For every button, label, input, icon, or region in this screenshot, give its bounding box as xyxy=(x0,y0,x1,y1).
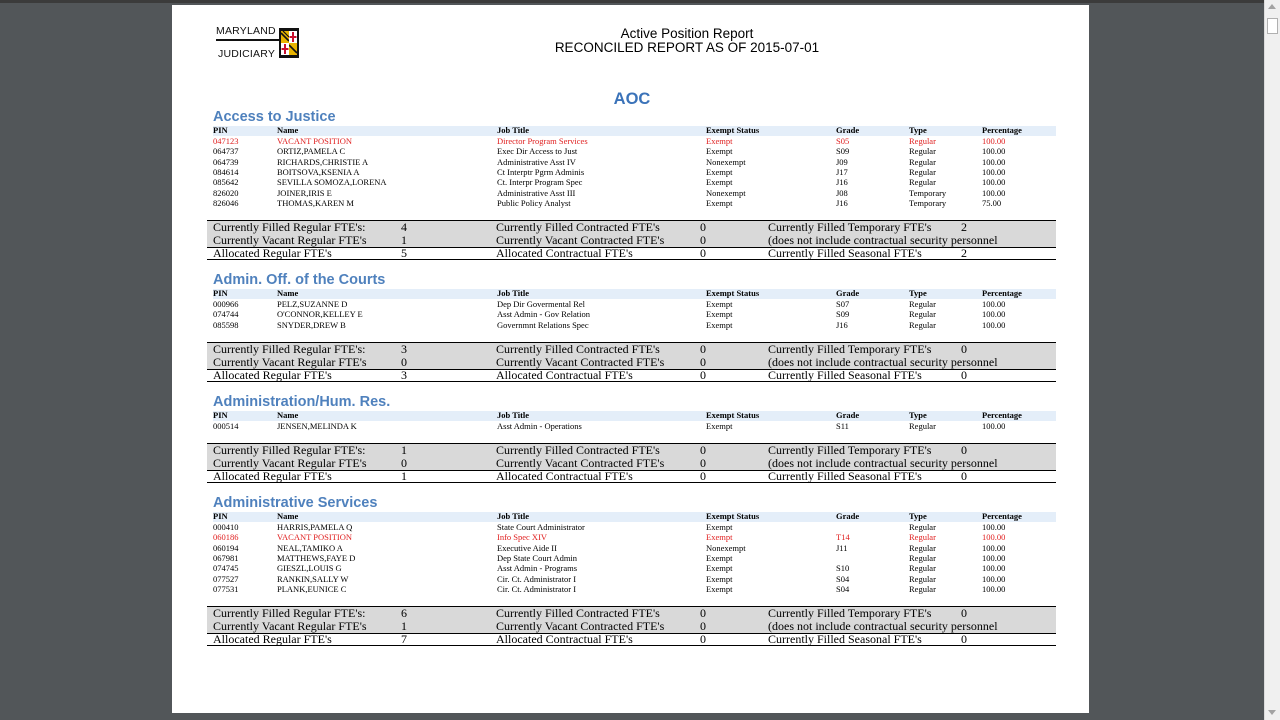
report-subtitle: RECONCILED REPORT AS OF 2015-07-01 xyxy=(554,40,820,55)
summary-value: 0 xyxy=(961,631,967,646)
cell-type: Regular xyxy=(909,542,936,553)
cell-exempt: Exempt xyxy=(706,309,733,320)
cell-name: RICHARDS,CHRISTIE A xyxy=(277,156,369,167)
cell-name: SNYDER,DREW B xyxy=(277,319,346,330)
summary-value: 0 xyxy=(700,367,706,382)
cell-pin: 826020 xyxy=(213,187,239,198)
maryland-flag-icon xyxy=(279,28,299,58)
section-title: Administrative Services xyxy=(213,495,378,511)
cell-pct: 100.00 xyxy=(982,177,1006,188)
logo-line-1: MARYLAND xyxy=(216,25,276,37)
summary-label: Currently Filled Regular FTE's: xyxy=(213,605,366,620)
summary-label: Currently Filled Seasonal FTE's xyxy=(768,468,922,483)
cell-pin: 000410 xyxy=(213,522,239,532)
table-row xyxy=(213,167,1056,177)
cell-pct: 100.00 xyxy=(982,542,1006,553)
cell-grade: J16 xyxy=(836,319,848,330)
cell-exempt: Exempt xyxy=(706,299,733,309)
column-header-name: Name xyxy=(277,125,299,135)
table-row xyxy=(213,188,1056,198)
column-header-row xyxy=(213,289,1056,299)
cell-type: Regular xyxy=(909,421,936,431)
summary-label: Currently Filled Contracted FTE's xyxy=(496,219,660,234)
summary-label: Currently Filled Temporary FTE's xyxy=(768,605,932,620)
summary-label: Currently Vacant Contracted FTE's xyxy=(496,354,665,369)
cell-name: PLANK,EUNICE C xyxy=(277,584,347,595)
summary-value: 1 xyxy=(401,618,407,633)
summary-value: 0 xyxy=(700,631,706,646)
cell-type: Regular xyxy=(909,136,936,146)
summary-value: 4 xyxy=(401,219,407,234)
cell-pct: 100.00 xyxy=(982,573,1006,584)
summary-label: Allocated Regular FTE's xyxy=(213,367,332,382)
cell-grade: J17 xyxy=(836,167,848,178)
summary-value: 2 xyxy=(961,245,967,260)
column-header-exempt: Exempt Status xyxy=(706,410,760,420)
cell-exempt: Exempt xyxy=(706,421,733,431)
cell-name: O'CONNOR,KELLEY E xyxy=(277,309,363,320)
summary-value: 1 xyxy=(401,442,407,457)
cell-grade: S07 xyxy=(836,299,850,309)
table-row xyxy=(213,146,1056,156)
cell-pct: 100.00 xyxy=(982,532,1006,543)
table-row xyxy=(213,543,1056,553)
column-header-type: Type xyxy=(909,125,927,135)
organization-heading: AOC xyxy=(613,90,651,108)
table-row xyxy=(213,421,1056,431)
cell-exempt: Exempt xyxy=(706,522,733,532)
cell-pct: 75.00 xyxy=(982,198,1002,209)
cell-pct: 100.00 xyxy=(982,319,1006,330)
scrollbar-thumb[interactable] xyxy=(1267,18,1278,34)
summary-value: 0 xyxy=(401,455,407,470)
cell-exempt: Nonexempt xyxy=(706,156,746,167)
cell-type: Temporary xyxy=(909,187,947,198)
cell-pct: 100.00 xyxy=(982,156,1006,167)
summary-label: Currently Filled Temporary FTE's xyxy=(768,219,932,234)
cell-name: NEAL,TAMIKO A xyxy=(277,542,343,553)
summary-value: 6 xyxy=(401,605,407,620)
cell-exempt: Nonexempt xyxy=(706,187,746,198)
cell-job: Cir. Ct. Administrator I xyxy=(497,573,577,584)
cell-type: Regular xyxy=(909,309,936,320)
cell-type: Regular xyxy=(909,146,936,157)
column-header-type: Type xyxy=(909,288,927,298)
column-header-name: Name xyxy=(277,410,299,420)
cell-pin: 074745 xyxy=(213,563,239,574)
table-row xyxy=(213,574,1056,584)
cell-job: State Court Administrator xyxy=(497,522,585,532)
summary-label: (does not include contractual security personnel xyxy=(768,354,998,369)
summary-value: 0 xyxy=(700,442,706,457)
cell-pct: 100.00 xyxy=(982,187,1006,198)
summary-value: 0 xyxy=(961,442,967,457)
cell-pin: 077527 xyxy=(213,573,239,584)
column-header-pin: PIN xyxy=(213,125,228,135)
cell-job: Governmnt Relations Spec xyxy=(497,319,589,330)
cell-pct: 100.00 xyxy=(982,136,1006,146)
cell-pct: 100.00 xyxy=(982,167,1006,178)
cell-job: Ct Interptr Pgrm Adminis xyxy=(497,167,585,178)
summary-label: Currently Filled Seasonal FTE's xyxy=(768,245,922,260)
column-header-job: Job Title xyxy=(497,410,530,420)
cell-name: SEVILLA SOMOZA,LORENA xyxy=(277,177,387,188)
cell-exempt: Nonexempt xyxy=(706,542,746,553)
summary-label: Allocated Contractual FTE's xyxy=(496,468,633,483)
summary-label: Currently Filled Contracted FTE's xyxy=(496,605,660,620)
cell-name: JOINER,IRIS E xyxy=(277,187,332,198)
cell-pct: 100.00 xyxy=(982,421,1006,431)
table-row xyxy=(213,584,1056,594)
cell-pin: 064739 xyxy=(213,156,239,167)
cell-name: HARRIS,PAMELA Q xyxy=(277,522,353,532)
summary-value: 0 xyxy=(961,468,967,483)
cell-type: Regular xyxy=(909,177,936,188)
section-title: Admin. Off. of the Courts xyxy=(213,272,386,288)
summary-value: 3 xyxy=(401,367,407,382)
cell-grade: S10 xyxy=(836,563,850,574)
summary-label: Currently Vacant Contracted FTE's xyxy=(496,232,665,247)
cell-pct: 100.00 xyxy=(982,299,1006,309)
maryland-judiciary-logo xyxy=(216,25,302,65)
cell-pct: 100.00 xyxy=(982,563,1006,574)
cell-pin: 064737 xyxy=(213,146,239,157)
cell-exempt: Exempt xyxy=(706,198,733,209)
cell-grade: S09 xyxy=(836,146,850,157)
cell-job: Dep Dir Govermental Rel xyxy=(497,299,586,309)
summary-label: Currently Filled Seasonal FTE's xyxy=(768,631,922,646)
summary-label: Currently Vacant Regular FTE's xyxy=(213,455,367,470)
summary-value: 7 xyxy=(401,631,407,646)
section-title: Access to Justice xyxy=(213,109,336,125)
cell-job: Asst Admin - Programs xyxy=(497,563,578,574)
summary-value: 0 xyxy=(961,341,967,356)
cell-type: Regular xyxy=(909,299,936,309)
table-row xyxy=(213,299,1056,309)
column-header-grade: Grade xyxy=(836,288,860,298)
cell-job: Exec Dir Access to Just xyxy=(497,146,578,157)
cell-exempt: Exempt xyxy=(706,146,733,157)
cell-job: Asst Admin - Gov Relation xyxy=(497,309,591,320)
cell-job: Executive Aide II xyxy=(497,542,557,553)
cell-pct: 100.00 xyxy=(982,146,1006,157)
table-row xyxy=(213,198,1056,208)
column-header-row xyxy=(213,126,1056,136)
summary-value: 0 xyxy=(700,219,706,234)
column-header-pin: PIN xyxy=(213,288,228,298)
summary-label: Allocated Regular FTE's xyxy=(213,631,332,646)
document-page xyxy=(172,5,1089,713)
cell-exempt: Exempt xyxy=(706,136,733,146)
cell-type: Regular xyxy=(909,563,936,574)
cell-pin: 085598 xyxy=(213,319,239,330)
summary-label: (does not include contractual security personnel xyxy=(768,455,998,470)
cell-pin: 074744 xyxy=(213,309,239,320)
cell-type: Regular xyxy=(909,584,936,595)
cell-pin: 085642 xyxy=(213,177,239,188)
summary-label: Currently Filled Seasonal FTE's xyxy=(768,367,922,382)
cell-pin: 067981 xyxy=(213,553,239,564)
logo-line-2: JUDICIARY xyxy=(218,48,276,60)
summary-value: 3 xyxy=(401,341,407,356)
cell-name: VACANT POSITION xyxy=(277,532,353,543)
cell-exempt: Exempt xyxy=(706,553,733,564)
summary-value: 0 xyxy=(700,618,706,633)
cell-pin: 060186 xyxy=(213,532,239,543)
fte-summary xyxy=(207,220,1056,260)
summary-label: Currently Filled Temporary FTE's xyxy=(768,442,932,457)
cell-exempt: Exempt xyxy=(706,177,733,188)
cell-name: ORTIZ,PAMELA C xyxy=(277,146,346,157)
cell-type: Regular xyxy=(909,167,936,178)
column-header-job: Job Title xyxy=(497,125,530,135)
summary-value: 0 xyxy=(961,605,967,620)
cell-exempt: Exempt xyxy=(706,532,733,543)
column-header-name: Name xyxy=(277,511,299,521)
cell-pin: 084614 xyxy=(213,167,239,178)
table-row xyxy=(213,522,1056,532)
cell-type: Regular xyxy=(909,573,936,584)
cell-name: BOITSOVA,KSENIA A xyxy=(277,167,360,178)
summary-value: 0 xyxy=(700,232,706,247)
summary-label: Currently Vacant Regular FTE's xyxy=(213,354,367,369)
cell-pct: 100.00 xyxy=(982,309,1006,320)
cell-grade: J16 xyxy=(836,198,848,209)
cell-job: Director Program Services xyxy=(497,136,588,146)
summary-value: 1 xyxy=(401,468,407,483)
summary-label: (does not include contractual security personnel xyxy=(768,618,998,633)
viewer-top-bar xyxy=(0,0,1264,3)
cell-type: Regular xyxy=(909,156,936,167)
scroll-down-arrow-icon[interactable] xyxy=(1268,710,1276,715)
cell-job: Administrative Asst III xyxy=(497,187,576,198)
cell-name: RANKIN,SALLY W xyxy=(277,573,349,584)
cell-grade: J11 xyxy=(836,542,848,553)
summary-label: Allocated Regular FTE's xyxy=(213,468,332,483)
summary-label: Allocated Contractual FTE's xyxy=(496,631,633,646)
column-header-pct: Percentage xyxy=(982,125,1022,135)
cell-type: Regular xyxy=(909,553,936,564)
summary-label: Currently Vacant Contracted FTE's xyxy=(496,618,665,633)
table-row xyxy=(213,177,1056,187)
cell-grade: J09 xyxy=(836,156,848,167)
cell-pin: 826046 xyxy=(213,198,239,209)
cell-pct: 100.00 xyxy=(982,522,1006,532)
cell-grade: S11 xyxy=(836,421,849,431)
summary-label: Allocated Regular FTE's xyxy=(213,245,332,260)
cell-pin: 077531 xyxy=(213,584,239,595)
cell-grade: J08 xyxy=(836,187,848,198)
cell-pin: 047123 xyxy=(213,136,239,146)
cell-pin: 000966 xyxy=(213,299,239,309)
cell-type: Temporary xyxy=(909,198,947,209)
table-row xyxy=(213,309,1056,319)
cell-pct: 100.00 xyxy=(982,553,1006,564)
cell-name: PELZ,SUZANNE D xyxy=(277,299,348,309)
summary-label: Currently Filled Temporary FTE's xyxy=(768,341,932,356)
summary-label: Allocated Contractual FTE's xyxy=(496,367,633,382)
table-row xyxy=(213,320,1056,330)
cell-grade: S09 xyxy=(836,309,850,320)
cell-pct: 100.00 xyxy=(982,584,1006,595)
cell-job: Asst Admin - Operations xyxy=(497,421,582,431)
table-row xyxy=(213,136,1056,146)
column-header-pct: Percentage xyxy=(982,511,1022,521)
column-header-exempt: Exempt Status xyxy=(706,125,760,135)
cell-job: Cir. Ct. Administrator I xyxy=(497,584,577,595)
table-row xyxy=(213,563,1056,573)
column-header-pin: PIN xyxy=(213,410,228,420)
summary-value: 0 xyxy=(700,605,706,620)
summary-label: (does not include contractual security personnel xyxy=(768,232,998,247)
cell-grade: T14 xyxy=(836,532,850,543)
summary-value: 0 xyxy=(700,341,706,356)
column-header-exempt: Exempt Status xyxy=(706,288,760,298)
summary-label: Currently Filled Regular FTE's: xyxy=(213,341,366,356)
fte-summary xyxy=(207,606,1056,646)
column-header-grade: Grade xyxy=(836,511,860,521)
summary-value: 0 xyxy=(700,468,706,483)
scroll-up-arrow-icon[interactable] xyxy=(1268,4,1276,9)
cell-job: Dep State Court Admin xyxy=(497,553,578,564)
summary-label: Allocated Contractual FTE's xyxy=(496,245,633,260)
cell-type: Regular xyxy=(909,522,936,532)
summary-value: 5 xyxy=(401,245,407,260)
logo-bar xyxy=(216,39,280,41)
column-header-job: Job Title xyxy=(497,511,530,521)
cell-exempt: Exempt xyxy=(706,573,733,584)
column-header-exempt: Exempt Status xyxy=(706,511,760,521)
table-row xyxy=(213,532,1056,542)
summary-label: Currently Filled Regular FTE's: xyxy=(213,219,366,234)
summary-value: 2 xyxy=(961,219,967,234)
summary-value: 0 xyxy=(700,455,706,470)
column-header-type: Type xyxy=(909,410,927,420)
summary-label: Currently Filled Contracted FTE's xyxy=(496,341,660,356)
summary-value: 0 xyxy=(961,367,967,382)
column-header-pct: Percentage xyxy=(982,410,1022,420)
fte-summary xyxy=(207,342,1056,382)
cell-exempt: Exempt xyxy=(706,584,733,595)
column-header-pct: Percentage xyxy=(982,288,1022,298)
summary-label: Currently Vacant Regular FTE's xyxy=(213,618,367,633)
cell-pin: 000514 xyxy=(213,421,239,431)
cell-grade: S05 xyxy=(836,136,850,146)
column-header-grade: Grade xyxy=(836,410,860,420)
column-header-name: Name xyxy=(277,288,299,298)
section-title: Administration/Hum. Res. xyxy=(213,394,391,410)
column-header-row xyxy=(213,512,1056,522)
cell-name: MATTHEWS,FAYE D xyxy=(277,553,356,564)
cell-exempt: Exempt xyxy=(706,167,733,178)
column-header-job: Job Title xyxy=(497,288,530,298)
summary-label: Currently Filled Regular FTE's: xyxy=(213,442,366,457)
cell-exempt: Exempt xyxy=(706,319,733,330)
cell-job: Public Policy Analyst xyxy=(497,198,571,209)
column-header-type: Type xyxy=(909,511,927,521)
column-header-grade: Grade xyxy=(836,125,860,135)
cell-name: GIESZL,LOUIS G xyxy=(277,563,342,574)
cell-name: JENSEN,MELINDA K xyxy=(277,421,357,431)
cell-name: VACANT POSITION xyxy=(277,136,353,146)
cell-grade: S04 xyxy=(836,584,850,595)
cell-job: Info Spec XIV xyxy=(497,532,548,543)
cell-exempt: Exempt xyxy=(706,563,733,574)
summary-label: Currently Filled Contracted FTE's xyxy=(496,442,660,457)
cell-grade: S04 xyxy=(836,573,850,584)
summary-value: 0 xyxy=(401,354,407,369)
summary-label: Currently Vacant Regular FTE's xyxy=(213,232,367,247)
cell-job: Ct. Interpr Program Spec xyxy=(497,177,583,188)
summary-value: 0 xyxy=(700,354,706,369)
cell-job: Administrative Asst IV xyxy=(497,156,576,167)
table-row xyxy=(213,553,1056,563)
column-header-pin: PIN xyxy=(213,511,228,521)
vertical-scrollbar[interactable] xyxy=(1264,0,1280,720)
summary-label: Currently Vacant Contracted FTE's xyxy=(496,455,665,470)
report-title: Active Position Report xyxy=(620,26,754,41)
cell-pin: 060194 xyxy=(213,542,239,553)
fte-summary xyxy=(207,443,1056,483)
column-header-row xyxy=(213,411,1056,421)
summary-value: 0 xyxy=(700,245,706,260)
table-row xyxy=(213,157,1056,167)
cell-type: Regular xyxy=(909,319,936,330)
cell-name: THOMAS,KAREN M xyxy=(277,198,354,209)
cell-type: Regular xyxy=(909,532,936,543)
summary-value: 1 xyxy=(401,232,407,247)
cell-grade: J16 xyxy=(836,177,848,188)
